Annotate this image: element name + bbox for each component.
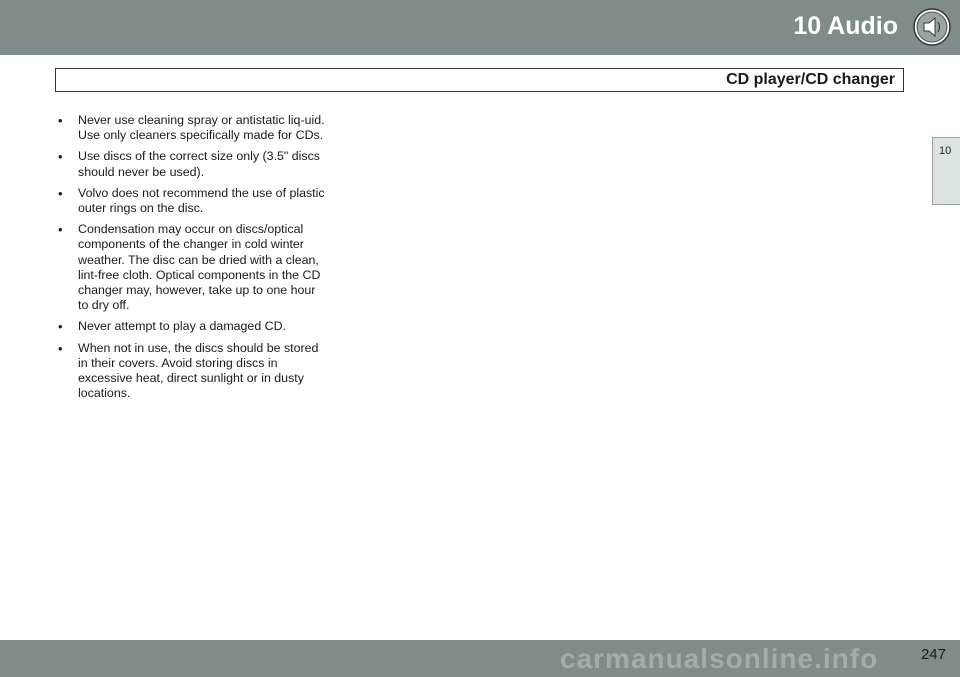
list-item (58, 186, 326, 216)
chapter-tab[interactable] (932, 137, 960, 205)
list-item-text: Volvo does not recommend the use of plastic outer rings on the disc. (78, 185, 325, 216)
section-header (55, 68, 904, 92)
list-item-text: Never use cleaning spray or antistatic liq-uid. Use only cleaners specifically made for CDs. (78, 113, 325, 143)
bullet-icon: • (58, 185, 63, 201)
list-item (58, 113, 326, 143)
list-item-text: Never attempt to play a damaged CD. (78, 319, 286, 334)
header-bar (0, 0, 960, 55)
speaker-icon (912, 7, 952, 47)
chapter-tab-label: 10 (939, 145, 952, 157)
list-item-text: Use discs of the correct size only (3.5" discs should never be used). (78, 149, 320, 179)
section-title: CD player/CD changer (726, 71, 895, 88)
list-item (58, 319, 326, 334)
bullet-icon: • (58, 319, 63, 335)
watermark: carmanualsonline.info (560, 643, 879, 674)
list-item (58, 149, 326, 179)
bullet-icon: • (58, 222, 63, 238)
list-item (58, 222, 326, 313)
page-number: 247 (920, 646, 946, 663)
list-item (58, 341, 326, 402)
list-item-text: Condensation may occur on discs/optical components of the changer in cold winter weather. The disc can be dried with a clean, lint-free cloth. Optical components in the CD changer may, however, take up to one hour to dry off. (78, 222, 321, 313)
bullet-list (58, 113, 326, 407)
bullet-icon: • (58, 113, 63, 128)
list-item-text: When not in use, the discs should be stored in their covers. Avoid storing discs in excessive heat, direct sunlight or in dusty locations. (78, 340, 319, 401)
chapter-title: 10 Audio (793, 12, 898, 40)
bullet-icon: • (58, 149, 63, 165)
bullet-icon: • (58, 340, 63, 356)
